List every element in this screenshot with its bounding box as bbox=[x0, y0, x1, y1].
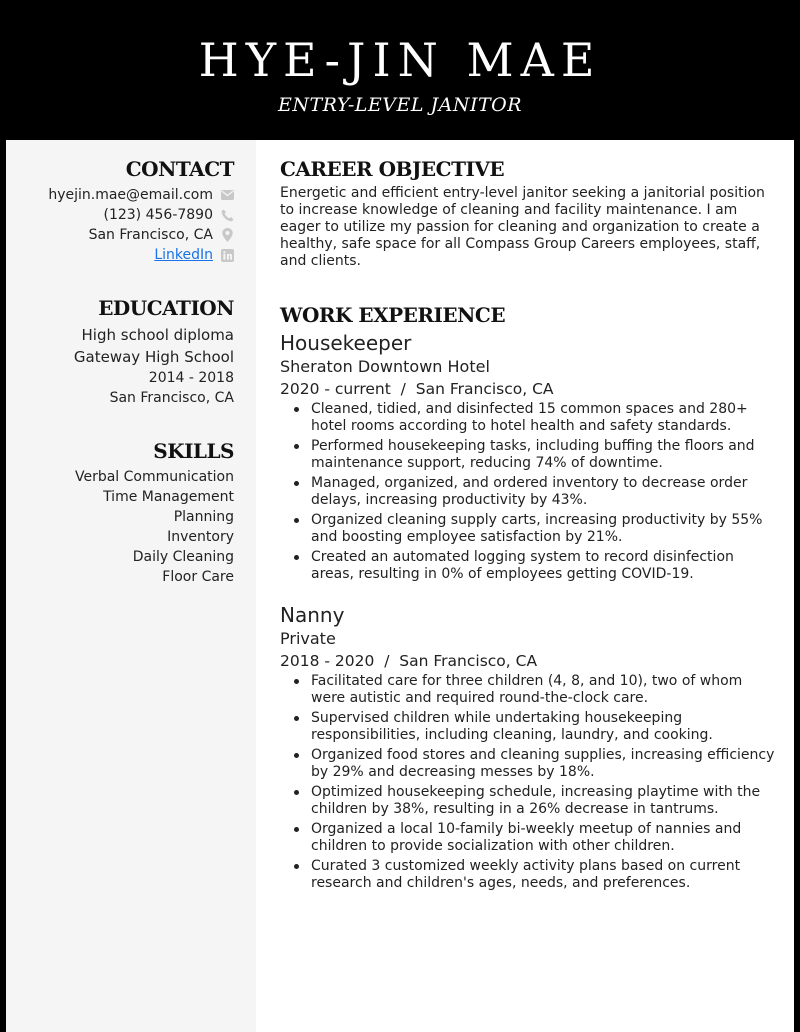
skill-item: Planning bbox=[173, 509, 234, 525]
experience-section bbox=[280, 303, 780, 895]
skill-item: Inventory bbox=[167, 529, 234, 545]
resume-page bbox=[6, 140, 794, 1032]
resume-header bbox=[0, 0, 800, 140]
phone-icon bbox=[220, 208, 234, 222]
list-item: Organized food stores and cleaning supplies, increasing efficiency by 29% and decreasing messes by 18%. bbox=[280, 747, 780, 781]
contact-linkedin[interactable] bbox=[6, 245, 234, 265]
education-section bbox=[6, 296, 234, 408]
job-company: Sheraton Downtown Hotel bbox=[280, 357, 490, 376]
job-location: San Francisco, CA bbox=[415, 380, 554, 398]
list-item: Supervised children while undertaking housekeeping responsibilities, including cleaning, laundry, and cooking. bbox=[280, 710, 780, 744]
contact-location bbox=[6, 225, 234, 245]
skill-item: Daily Cleaning bbox=[132, 549, 234, 565]
contact-email[interactable] bbox=[6, 185, 234, 205]
job-meta bbox=[280, 650, 780, 672]
contact-section bbox=[6, 157, 234, 265]
list-item: Managed, organized, and ordered inventory to decrease order delays, increasing productivity by 43%. bbox=[280, 475, 780, 509]
objective-section bbox=[280, 157, 780, 270]
sidebar bbox=[6, 140, 256, 1032]
list-item: Created an automated logging system to record disinfection areas, resulting in 0% of employees getting COVID-19. bbox=[280, 549, 780, 583]
list-item: Facilitated care for three children (4, 8, and 10), two of whom were autistic and required round-the-clock care. bbox=[280, 673, 780, 707]
skill-item: Time Management bbox=[103, 489, 234, 505]
skills-heading: SKILLS bbox=[153, 439, 234, 463]
job-position: Housekeeper bbox=[280, 331, 412, 355]
skill-item: Floor Care bbox=[162, 569, 234, 585]
email-text[interactable]: hyejin.mae@email.com bbox=[48, 187, 213, 203]
job-position: Nanny bbox=[280, 603, 345, 627]
experience-heading: WORK EXPERIENCE bbox=[280, 303, 506, 327]
objective-heading: CAREER OBJECTIVE bbox=[280, 157, 505, 181]
list-item: Organized cleaning supply carts, increasing productivity by 55% and boosting employee satisfaction by 21%. bbox=[280, 512, 780, 546]
meta-separator: / bbox=[400, 380, 406, 398]
objective-text: Energetic and efficient entry-level janitor seeking a janitorial position to increase knowledge of cleaning and facility maintenance. I am eager to utilize my passion for cleaning and organization to create a healthy, safe space for all Compass Group Careers employees, staff, and clients. bbox=[280, 185, 765, 269]
list-item: Performed housekeeping tasks, including buffing the floors and maintenance support, reducing 74% of downtime. bbox=[280, 438, 780, 472]
job-bullets bbox=[280, 401, 780, 583]
education-degree: High school diploma bbox=[81, 326, 234, 344]
education-school: Gateway High School bbox=[73, 348, 234, 366]
job-entry bbox=[280, 602, 780, 892]
list-item: Cleaned, tidied, and disinfected 15 common spaces and 280+ hotel rooms according to hotel health and safety standards. bbox=[280, 401, 780, 435]
education-heading: EDUCATION bbox=[98, 296, 234, 320]
linkedin-link[interactable]: LinkedIn bbox=[154, 247, 213, 263]
job-dates: 2018 - 2020 bbox=[280, 652, 375, 670]
envelope-icon bbox=[220, 188, 234, 202]
list-item: Organized a local 10-family bi-weekly meetup of nannies and children to provide socialization with other children. bbox=[280, 821, 780, 855]
linkedin-icon[interactable] bbox=[220, 248, 234, 262]
job-meta bbox=[280, 378, 780, 400]
candidate-name: HYE-JIN MAE bbox=[198, 33, 602, 87]
job-bullets bbox=[280, 673, 780, 892]
job-entry bbox=[280, 330, 780, 583]
meta-separator: / bbox=[384, 652, 390, 670]
job-dates: 2020 - current bbox=[280, 380, 391, 398]
skills-section bbox=[6, 439, 234, 587]
list-item: Optimized housekeeping schedule, increasing playtime with the children by 38%, resulting in a 26% decrease in tantrums. bbox=[280, 784, 780, 818]
education-years: 2014 - 2018 bbox=[148, 370, 234, 386]
education-location: San Francisco, CA bbox=[109, 390, 234, 406]
list-item: Curated 3 customized weekly activity plans based on current research and children's ages, needs, and preferences. bbox=[280, 858, 780, 892]
job-company: Private bbox=[280, 629, 336, 648]
job-location: San Francisco, CA bbox=[399, 652, 538, 670]
phone-text[interactable]: (123) 456-7890 bbox=[103, 207, 213, 223]
location-text: San Francisco, CA bbox=[88, 227, 213, 243]
skill-item: Verbal Communication bbox=[74, 469, 234, 485]
job-title-heading: ENTRY-LEVEL JANITOR bbox=[277, 94, 523, 116]
contact-heading: CONTACT bbox=[125, 157, 234, 181]
contact-phone[interactable] bbox=[6, 205, 234, 225]
map-pin-icon bbox=[220, 228, 234, 242]
